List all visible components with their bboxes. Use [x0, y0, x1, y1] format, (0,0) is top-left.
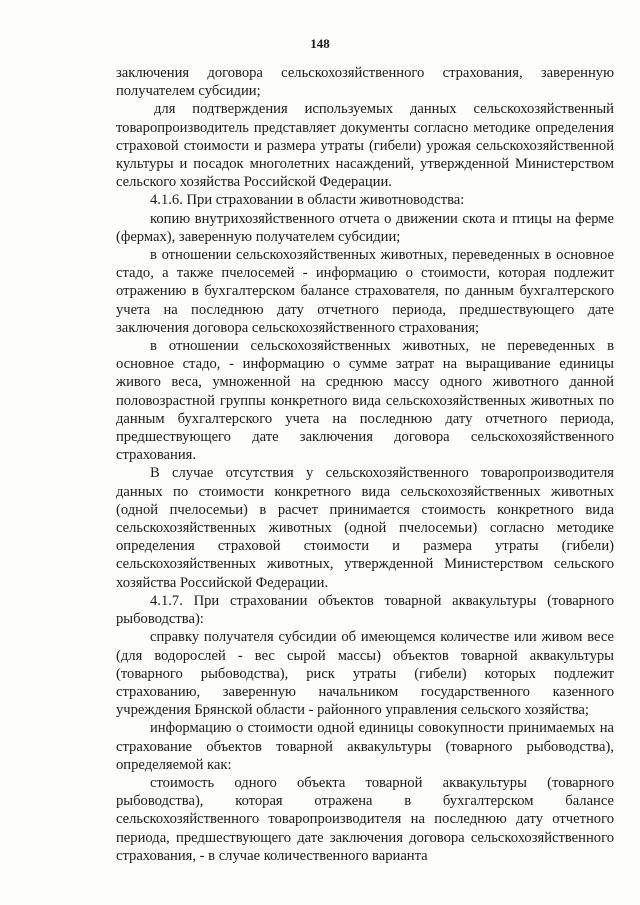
paragraph-9: стоимость одного объекта товарной аквакультуры (товарного рыбоводства), которая отражена в бухгалтерском балансе сельскохозяйственного товаропроизводителя на последнюю дату отчетного периода, предшествующего дате заключения договора сельскохозяйственного страхования, - в случае количественного варианта	[116, 774, 614, 864]
page-number: 148	[310, 36, 330, 51]
paragraph-2: для подтверждения используемых данных сельскохозяйственный товаропроизводитель представляет документы согласно методике определения страховой стоимости и размера утраты (гибели) урожая сельскохозяйственной культуры и посадок многолетних насаждений, утвержденной Министерством сельского хозяйства Российской Федерации.	[116, 101, 614, 191]
paragraph-6: В случае отсутствия у сельскохозяйственного товаропроизводителя данных по стоимости конкретного вида сельскохозяйственных животных (одной пчелосемьи) в расчет принимается стоимость конкретного вида сельскохозяйственных животных (одной пчелосемьи) согласно методике определения страховой стоимости и размера утраты (гибели) сельскохозяйственных животных, утвержденной Министерством сельского хозяйства Российской Федерации.	[116, 465, 614, 591]
paragraph-3: копию внутрихозяйственного отчета о движении скота и птицы на ферме (фермах), заверенную получателем субсидии;	[116, 210, 614, 245]
paragraph-5: в отношении сельскохозяйственных животных, не переведенных в основное стадо, - информацию о сумме затрат на выращивание единицы живого веса, умноженной на среднюю массу одного животного данной половозрастной группы конкретного вида сельскохозяйственных животных по данным бухгалтерского учета на последнюю дату отчетного периода, предшествующего дате заключения договора сельскохозяйственного страхования.	[116, 338, 614, 464]
paragraph-1: заключения договора сельскохозяйственного страхования, заверенную получателем субсидии;	[116, 65, 614, 100]
document-body	[116, 64, 614, 865]
paragraph-4: в отношении сельскохозяйственных животных, переведенных в основное стадо, а также пчелосемей - информацию о стоимости, которая подлежит отражению в бухгалтерском балансе страхователя, по данным бухгалтерского учета на последнюю дату отчетного периода, предшествующего дате заключения договора сельскохозяйственного страхования;	[116, 247, 614, 336]
paragraph-8: информацию о стоимости одной единицы совокупности принимаемых на страхование объектов товарной аквакультуры (товарного рыбоводства), определяемой как:	[116, 720, 614, 773]
paragraph-7: справку получателя субсидии об имеющемся количестве или живом весе (для водорослей - вес сырой массы) объектов товарной аквакультуры (товарного рыбоводства), риск утраты (гибели) которых подлежит страхованию, заверенную начальником государственного казенного учреждения Брянской области - районного управления сельского хозяйства;	[116, 629, 614, 719]
section-heading-4-1-6: 4.1.6. При страховании в области животноводства:	[150, 192, 465, 209]
section-heading-4-1-7: 4.1.7. При страховании объектов товарной аквакультуры (товарного рыбоводства):	[116, 592, 614, 628]
